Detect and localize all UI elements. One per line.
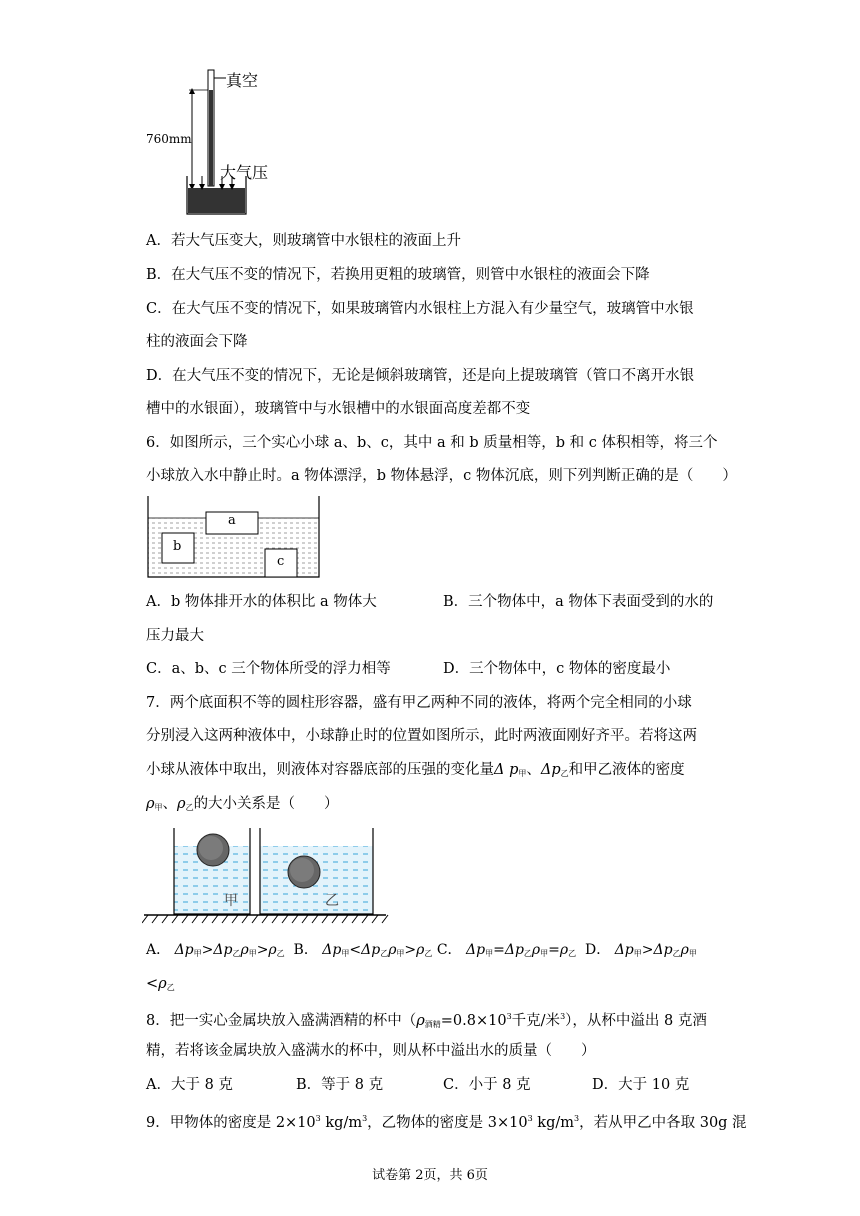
q8-option-b: B．等于 8 克 — [296, 1077, 384, 1093]
page-footer: 试卷第 2页，共 6页 — [372, 1168, 488, 1183]
q8-option-d: D．大于 10 克 — [592, 1077, 690, 1093]
q7-options-line2: $<\rho_乙$ — [146, 976, 175, 992]
q7-options-line1: A． $\Delta p_甲>\Delta p_乙\rho_甲>\rho_乙$ B． $\Delta p_甲<\Delta p_乙\rho_甲>\rho_乙$ C． $\Delta p_甲=\Delta p_乙\rho_甲=\rho_乙$ D． $\Delta p_甲>\Delta p_乙\rho_甲$ — [146, 942, 697, 958]
q6-stem-line1: 6．如图所示，三个实心小球 a、b、c，其中 a 和 b 质量相等，b 和 c 体积相等，将三个 — [146, 435, 718, 451]
q5-option-c-line1: C．在大气压不变的情况下，如果玻璃管内水银柱上方混入有少量空气，玻璃管中水银 — [146, 301, 694, 317]
object-b-label: b — [173, 539, 182, 554]
floating-objects-figure — [146, 496, 322, 580]
yi-label: 乙 — [325, 893, 339, 909]
q6-option-b-line1: B．三个物体中，a 物体下表面受到的水的 — [443, 594, 714, 610]
q8-stem-line2: 精，若将该金属块放入盛满水的杯中，则从杯中溢出水的质量（ ） — [146, 1043, 596, 1059]
q7-stem-line3: 小球从液体中取出，则液体对容器底部的压强的变化量Δ $p_甲$、$\Delta p_乙$和甲乙液体的密度 — [146, 762, 685, 778]
q8-option-c: C．小于 8 克 — [443, 1077, 531, 1093]
height-label: 760mm — [146, 132, 192, 146]
q7-stem-line4: $\rho_甲$、$\rho_乙$的大小关系是（ ） — [146, 796, 339, 812]
q7-stem-line2: 分别浸入这两种液体中，小球静止时的位置如图所示，此时两液面刚好齐平。若将这两 — [146, 728, 697, 744]
barometer-figure — [146, 64, 280, 220]
object-c-label: c — [277, 554, 285, 569]
q5-option-a: A．若大气压变大，则玻璃管中水银柱的液面上升 — [146, 233, 461, 249]
q6-stem-line2: 小球放入水中静止时。a 物体漂浮，b 物体悬浮，c 物体沉底，则下列判断正确的是（ ） — [146, 468, 737, 484]
q9-stem-line1: 9．甲物体的密度是 $2\times 10^3$ $kg/m^3$，乙物体的密度是 $3\times 10^3$ $kg/m^3$，若从甲乙中各取 30g 混 — [146, 1114, 747, 1131]
q6-option-c: C．a、b、c 三个物体所受的浮力相等 — [146, 661, 391, 677]
jia-label: 甲 — [224, 893, 238, 909]
q5-option-c-line2: 柱的液面会下降 — [146, 334, 248, 350]
q6-option-b-line2: 压力最大 — [146, 628, 204, 644]
pressure-label: 大气压 — [220, 163, 269, 182]
q8-option-a: A．大于 8 克 — [146, 1077, 233, 1093]
q5-option-b: B．在大气压不变的情况下，若换用更粗的玻璃管，则管中水银柱的液面会下降 — [146, 267, 650, 283]
q8-stem-line1: 8．把一实心金属块放入盛满酒精的杯中（$\rho_{酒精}=0.8\times 10^3$千克/米$^3$），从杯中溢出 8 克酒 — [146, 1012, 707, 1029]
q5-option-d-line1: D．在大气压不变的情况下，无论是倾斜玻璃管，还是向上提玻璃管（管口不离开水银 — [146, 368, 695, 384]
q5-option-d-line2: 槽中的水银面），玻璃管中与水银槽中的水银面高度差都不变 — [146, 401, 531, 417]
two-containers-figure — [142, 826, 392, 926]
q6-option-d: D．三个物体中，c 物体的密度最小 — [443, 661, 671, 677]
q7-stem-line1: 7．两个底面积不等的圆柱形容器，盛有甲乙两种不同的液体，将两个完全相同的小球 — [146, 695, 692, 711]
vacuum-label: 真空 — [226, 71, 259, 90]
q6-option-a: A．b 物体排开水的体积比 a 物体大 — [146, 594, 377, 610]
object-a-label: a — [228, 513, 236, 528]
